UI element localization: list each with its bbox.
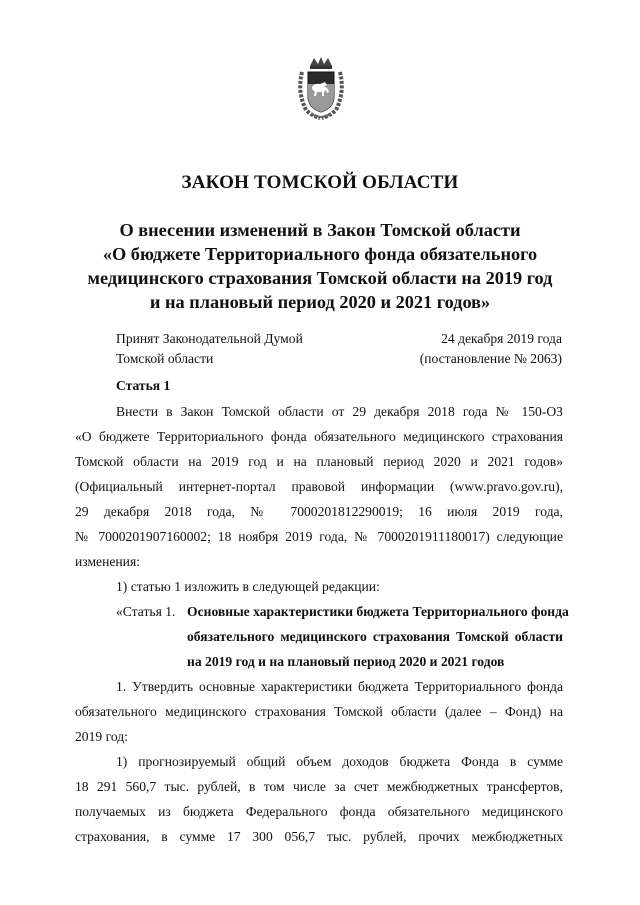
clause-line: 1. Утвердить основные характеристики бюджета Территориального фонда (116, 679, 563, 694)
paragraph-line: 29 декабря 2018 года, № 7000201812290019; 16 июля 2019 года, (75, 504, 563, 519)
paragraph-line: «О бюджете Территориального фонда обязательного медицинского страхования (75, 429, 563, 444)
adoption-date-line: 24 декабря 2019 года (441, 331, 562, 346)
adoption-body-line: Томской области (116, 351, 214, 366)
tomsk-oblast-coat-of-arms-icon (296, 56, 346, 120)
clause-item-line: 18 291 560,7 тыс. рублей, в том числе за счет межбюджетных трансфертов, (75, 779, 563, 794)
new-article-prefix: «Статья 1. (116, 604, 176, 619)
paragraph-line: Томской области на 2019 год и на плановый период 2020 и 2021 годов» (75, 454, 563, 469)
new-article-heading-line: обязательного медицинского страхования Томской области (187, 629, 563, 644)
law-subtitle (60, 218, 580, 314)
article-heading: Статья 1 (116, 378, 171, 393)
law-title: ЗАКОН ТОМСКОЙ ОБЛАСТИ (181, 172, 459, 193)
clause-line: обязательного медицинского страхования Томской области (далее – Фонд) на (75, 704, 563, 719)
paragraph-line: изменения: (75, 554, 140, 569)
adoption-body (116, 329, 303, 369)
clause-line: 2019 год: (75, 729, 128, 744)
clause-item-line: получаемых из бюджета Федерального фонда обязательного медицинского (75, 804, 563, 819)
paragraph-line: № 7000201907160002; 18 ноября 2019 года, № 7000201911180017) следующие (75, 529, 563, 544)
paragraph-line: (Официальный интернет-портал правовой информации (www.pravo.gov.ru), (75, 479, 563, 494)
subtitle-line: медицинского страхования Томской области на 2019 год (87, 268, 553, 288)
new-article-heading-line: Основные характеристики бюджета Территориального фонда (187, 604, 569, 619)
clause-item-line: 1) прогнозируемый общий объем доходов бюджета Фонда в сумме (116, 754, 563, 769)
adoption-date (400, 329, 562, 369)
new-article-heading-line: на 2019 год и на плановый период 2020 и 2021 годов (187, 654, 505, 669)
subtitle-line: О внесении изменений в Закон Томской области (119, 220, 521, 240)
subtitle-line: «О бюджете Территориального фонда обязательного (102, 244, 538, 264)
adoption-body-line: Принят Законодательной Думой (116, 331, 303, 346)
subtitle-line: и на плановый период 2020 и 2021 годов» (149, 292, 491, 312)
amendment-item: 1) статью 1 изложить в следующей редакции: (116, 579, 380, 594)
paragraph-line: Внести в Закон Томской области от 29 декабря 2018 года № 150-ОЗ (116, 404, 563, 419)
clause-item-line: страхования, в сумме 17 300 056,7 тыс. рублей, прочих межбюджетных (75, 829, 563, 844)
resolution-number: (постановление № 2063) (419, 351, 562, 366)
